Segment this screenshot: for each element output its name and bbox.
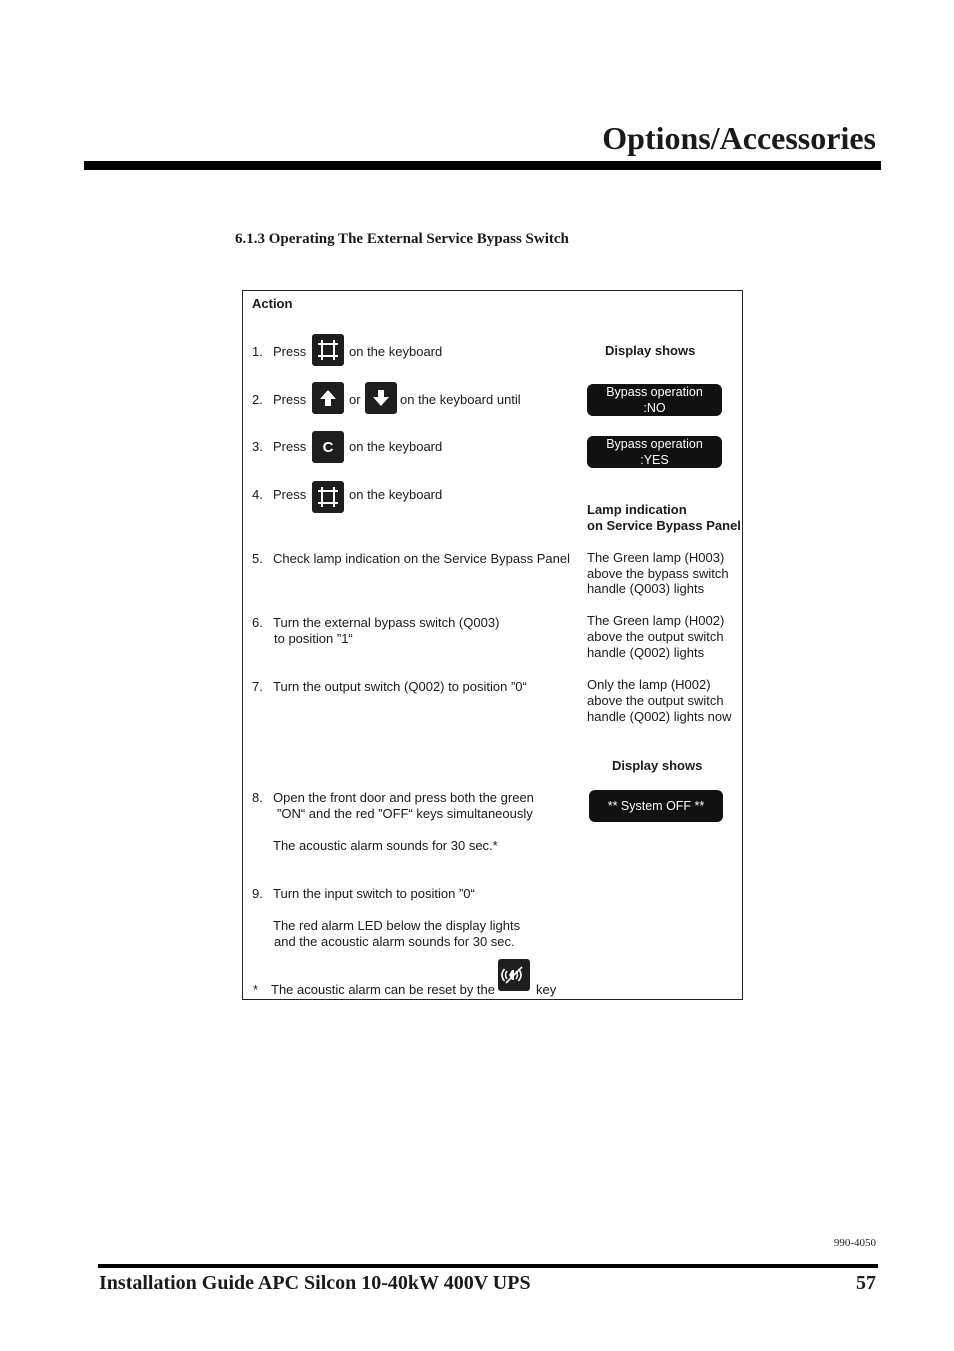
step-text: on the keyboard [349,344,443,359]
c-key-icon [312,431,344,463]
step-text: Turn the output switch (Q002) to position ”0“ [273,679,527,694]
footnote-mark: * [253,982,259,997]
step-number: 3. [252,439,263,454]
step-text: ”ON“ and the red ”OFF“ keys simultaneously [277,806,533,821]
step-number: 7. [252,679,263,694]
section-heading: 6.1.3 Operating The External Service Bypass Switch [235,231,569,247]
display-bypass-yes: Bypass operation :YES [587,436,722,468]
title-rule [84,161,881,170]
step-text: and the acoustic alarm sounds for 30 sec. [274,934,515,949]
lamp-indication-header: on Service Bypass Panel [587,518,741,533]
step-number: 6. [252,615,263,630]
step-text: Press [273,439,307,454]
step-text: Turn the external bypass switch (Q003) [273,615,500,630]
lamp-text: above the bypass switch [587,566,729,581]
step-text: Turn the input switch to position ”0“ [273,886,475,901]
step-text: Press [273,344,307,359]
enter-key-icon [312,334,344,366]
step-text: to position ”1“ [274,631,353,646]
step-text: Press [273,487,307,502]
lamp-text: above the output switch [587,693,724,708]
page-number: 57 [856,1272,876,1294]
footer-title: Installation Guide APC Silcon 10-40kW 400V UPS [99,1272,531,1294]
lamp-text: The Green lamp (H002) [587,613,725,628]
step-number: 2. [252,392,263,407]
lamp-text: handle (Q003) lights [587,581,705,596]
lamp-text: above the output switch [587,629,724,644]
display-shows-label: Display shows [612,758,703,773]
step-text: on the keyboard until [400,392,521,407]
alarm-reset-key-icon [498,959,530,991]
step-number: 9. [252,886,263,901]
footnote-text: key [536,982,557,997]
lamp-text: Only the lamp (H002) [587,677,711,692]
action-header: Action [252,296,293,311]
footnote-text: The acoustic alarm can be reset by the [271,982,496,997]
step-text: Press [273,392,307,407]
lamp-text: handle (Q002) lights [587,645,705,660]
document-number: 990-4050 [833,1237,876,1249]
step-text: on the keyboard [349,487,443,502]
step-text: Check lamp indication on the Service Bypass Panel [273,551,570,566]
step-text: The acoustic alarm sounds for 30 sec.* [273,838,498,853]
step-number: 1. [252,344,263,359]
step-text: on the keyboard [349,439,443,454]
step-text: The red alarm LED below the display lights [273,918,521,933]
arrow-down-key-icon [365,382,397,414]
footer-rule [98,1264,878,1268]
step-number: 4. [252,487,263,502]
enter-key-icon [312,481,344,513]
step-number: 5. [252,551,263,566]
display-system-off: ** System OFF ** [589,790,723,822]
page-title: Options/Accessories [602,120,876,156]
step-text: Open the front door and press both the green [273,790,534,805]
display-shows-label: Display shows [605,343,696,358]
lamp-text: The Green lamp (H003) [587,550,725,565]
c-key-label: C [322,438,334,456]
step-text: or [349,392,361,407]
step-number: 8. [252,790,263,805]
arrow-up-key-icon [312,382,344,414]
display-bypass-no: Bypass operation :NO [587,384,722,416]
lamp-text: handle (Q002) lights now [587,709,732,724]
lamp-indication-header: Lamp indication [587,502,687,517]
